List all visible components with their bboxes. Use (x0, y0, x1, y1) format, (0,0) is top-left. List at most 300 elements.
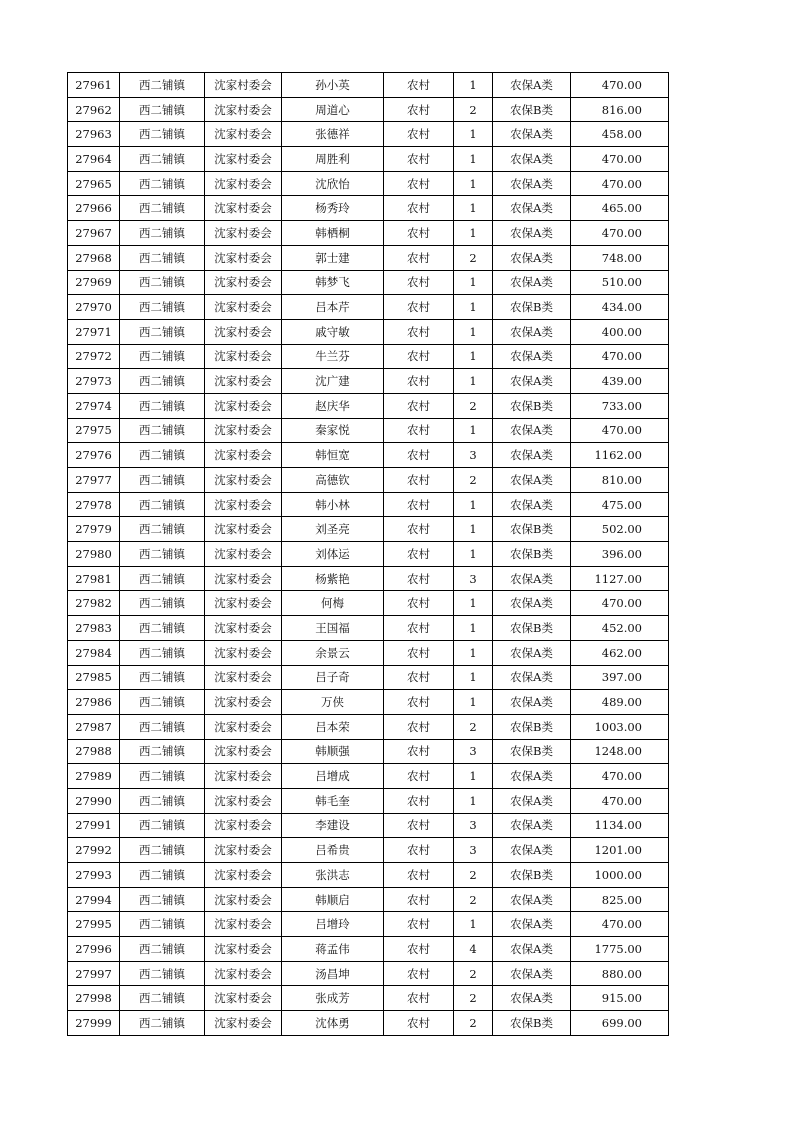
cell-category: 农保A类 (493, 319, 571, 344)
cell-count: 2 (454, 97, 493, 122)
cell-count: 1 (454, 764, 493, 789)
table-row (68, 245, 669, 270)
cell-id: 27983 (68, 616, 120, 641)
cell-id: 27981 (68, 566, 120, 591)
cell-name: 吕增玲 (282, 912, 384, 937)
cell-count: 1 (454, 788, 493, 813)
cell-count: 1 (454, 319, 493, 344)
cell-village: 沈家村委会 (205, 714, 282, 739)
cell-category: 农保A类 (493, 344, 571, 369)
table-row (68, 887, 669, 912)
cell-town: 西二铺镇 (120, 665, 205, 690)
cell-id: 27991 (68, 813, 120, 838)
cell-area: 农村 (384, 640, 454, 665)
cell-area: 农村 (384, 122, 454, 147)
cell-count: 1 (454, 665, 493, 690)
cell-id: 27963 (68, 122, 120, 147)
cell-category: 农保A类 (493, 937, 571, 962)
cell-village: 沈家村委会 (205, 344, 282, 369)
table-row (68, 517, 669, 542)
table-row (68, 813, 669, 838)
cell-area: 农村 (384, 863, 454, 888)
cell-amount: 396.00 (571, 542, 669, 567)
table-row (68, 468, 669, 493)
table-row (68, 73, 669, 98)
table-row (68, 344, 669, 369)
cell-category: 农保A类 (493, 468, 571, 493)
cell-count: 1 (454, 542, 493, 567)
cell-category: 农保A类 (493, 764, 571, 789)
cell-area: 农村 (384, 418, 454, 443)
cell-count: 1 (454, 147, 493, 172)
cell-category: 农保B类 (493, 295, 571, 320)
cell-area: 农村 (384, 171, 454, 196)
cell-name: 吕增成 (282, 764, 384, 789)
cell-category: 农保B类 (493, 863, 571, 888)
cell-town: 西二铺镇 (120, 122, 205, 147)
cell-name: 吕子奇 (282, 665, 384, 690)
cell-amount: 470.00 (571, 418, 669, 443)
cell-village: 沈家村委会 (205, 690, 282, 715)
cell-category: 农保A类 (493, 838, 571, 863)
cell-id: 27992 (68, 838, 120, 863)
cell-id: 27982 (68, 591, 120, 616)
cell-village: 沈家村委会 (205, 122, 282, 147)
cell-category: 农保B类 (493, 739, 571, 764)
cell-category: 农保A类 (493, 591, 571, 616)
cell-area: 农村 (384, 788, 454, 813)
cell-name: 韩顺强 (282, 739, 384, 764)
cell-town: 西二铺镇 (120, 418, 205, 443)
cell-village: 沈家村委会 (205, 887, 282, 912)
cell-id: 27987 (68, 714, 120, 739)
cell-name: 杨紫艳 (282, 566, 384, 591)
cell-town: 西二铺镇 (120, 270, 205, 295)
table-row (68, 937, 669, 962)
table-row (68, 566, 669, 591)
cell-id: 27975 (68, 418, 120, 443)
cell-count: 2 (454, 986, 493, 1011)
cell-village: 沈家村委会 (205, 764, 282, 789)
cell-town: 西二铺镇 (120, 690, 205, 715)
cell-count: 1 (454, 221, 493, 246)
cell-count: 2 (454, 1011, 493, 1036)
cell-name: 吕本芹 (282, 295, 384, 320)
cell-village: 沈家村委会 (205, 468, 282, 493)
cell-amount: 470.00 (571, 912, 669, 937)
cell-town: 西二铺镇 (120, 714, 205, 739)
cell-name: 韩小林 (282, 492, 384, 517)
cell-area: 农村 (384, 393, 454, 418)
cell-area: 农村 (384, 369, 454, 394)
cell-amount: 510.00 (571, 270, 669, 295)
cell-name: 刘体运 (282, 542, 384, 567)
cell-id: 27980 (68, 542, 120, 567)
cell-category: 农保A类 (493, 640, 571, 665)
cell-town: 西二铺镇 (120, 616, 205, 641)
cell-name: 张洪志 (282, 863, 384, 888)
table-row (68, 542, 669, 567)
cell-category: 农保B类 (493, 542, 571, 567)
cell-category: 农保A类 (493, 566, 571, 591)
cell-count: 1 (454, 640, 493, 665)
table-row (68, 1011, 669, 1036)
cell-amount: 1127.00 (571, 566, 669, 591)
cell-amount: 1201.00 (571, 838, 669, 863)
cell-id: 27976 (68, 443, 120, 468)
cell-count: 1 (454, 517, 493, 542)
cell-village: 沈家村委会 (205, 492, 282, 517)
cell-town: 西二铺镇 (120, 640, 205, 665)
cell-id: 27969 (68, 270, 120, 295)
cell-amount: 810.00 (571, 468, 669, 493)
cell-id: 27966 (68, 196, 120, 221)
cell-category: 农保A类 (493, 418, 571, 443)
table-row (68, 295, 669, 320)
cell-town: 西二铺镇 (120, 492, 205, 517)
cell-village: 沈家村委会 (205, 912, 282, 937)
table-row (68, 912, 669, 937)
cell-area: 农村 (384, 690, 454, 715)
cell-name: 韩梦飞 (282, 270, 384, 295)
cell-town: 西二铺镇 (120, 369, 205, 394)
cell-amount: 1248.00 (571, 739, 669, 764)
cell-area: 农村 (384, 986, 454, 1011)
cell-village: 沈家村委会 (205, 73, 282, 98)
cell-count: 2 (454, 961, 493, 986)
table-row (68, 591, 669, 616)
cell-amount: 470.00 (571, 73, 669, 98)
cell-area: 农村 (384, 196, 454, 221)
cell-area: 农村 (384, 566, 454, 591)
cell-count: 1 (454, 690, 493, 715)
cell-town: 西二铺镇 (120, 147, 205, 172)
cell-id: 27993 (68, 863, 120, 888)
cell-id: 27974 (68, 393, 120, 418)
cell-name: 沈欣怡 (282, 171, 384, 196)
cell-name: 沈体勇 (282, 1011, 384, 1036)
table-row (68, 171, 669, 196)
cell-amount: 502.00 (571, 517, 669, 542)
cell-category: 农保B类 (493, 714, 571, 739)
cell-count: 1 (454, 295, 493, 320)
cell-village: 沈家村委会 (205, 937, 282, 962)
cell-id: 27970 (68, 295, 120, 320)
cell-area: 农村 (384, 961, 454, 986)
cell-village: 沈家村委会 (205, 838, 282, 863)
cell-area: 农村 (384, 517, 454, 542)
cell-amount: 465.00 (571, 196, 669, 221)
cell-village: 沈家村委会 (205, 566, 282, 591)
cell-village: 沈家村委会 (205, 418, 282, 443)
cell-category: 农保A类 (493, 887, 571, 912)
cell-amount: 470.00 (571, 147, 669, 172)
cell-town: 西二铺镇 (120, 838, 205, 863)
cell-amount: 699.00 (571, 1011, 669, 1036)
cell-amount: 439.00 (571, 369, 669, 394)
cell-village: 沈家村委会 (205, 961, 282, 986)
cell-count: 2 (454, 393, 493, 418)
cell-name: 张德祥 (282, 122, 384, 147)
cell-name: 韩恒宽 (282, 443, 384, 468)
cell-name: 戚守敏 (282, 319, 384, 344)
cell-id: 27964 (68, 147, 120, 172)
cell-count: 2 (454, 887, 493, 912)
cell-name: 高德钦 (282, 468, 384, 493)
cell-count: 3 (454, 739, 493, 764)
cell-name: 杨秀玲 (282, 196, 384, 221)
cell-town: 西二铺镇 (120, 863, 205, 888)
cell-name: 何梅 (282, 591, 384, 616)
cell-category: 农保A类 (493, 122, 571, 147)
cell-village: 沈家村委会 (205, 640, 282, 665)
cell-town: 西二铺镇 (120, 912, 205, 937)
cell-name: 吕希贵 (282, 838, 384, 863)
cell-category: 农保B类 (493, 616, 571, 641)
cell-village: 沈家村委会 (205, 196, 282, 221)
cell-area: 农村 (384, 616, 454, 641)
table-row (68, 319, 669, 344)
cell-name: 汤昌坤 (282, 961, 384, 986)
cell-category: 农保A类 (493, 221, 571, 246)
table-row (68, 221, 669, 246)
cell-town: 西二铺镇 (120, 344, 205, 369)
cell-area: 农村 (384, 97, 454, 122)
cell-area: 农村 (384, 245, 454, 270)
cell-count: 3 (454, 443, 493, 468)
cell-village: 沈家村委会 (205, 986, 282, 1011)
cell-id: 27971 (68, 319, 120, 344)
cell-count: 1 (454, 270, 493, 295)
cell-amount: 825.00 (571, 887, 669, 912)
cell-town: 西二铺镇 (120, 937, 205, 962)
cell-area: 农村 (384, 714, 454, 739)
cell-name: 赵庆华 (282, 393, 384, 418)
cell-id: 27998 (68, 986, 120, 1011)
cell-category: 农保A类 (493, 961, 571, 986)
cell-area: 农村 (384, 887, 454, 912)
cell-category: 农保A类 (493, 690, 571, 715)
cell-area: 农村 (384, 147, 454, 172)
cell-count: 1 (454, 171, 493, 196)
table-row (68, 961, 669, 986)
table-row (68, 714, 669, 739)
cell-amount: 748.00 (571, 245, 669, 270)
cell-name: 牛兰芬 (282, 344, 384, 369)
table-row (68, 418, 669, 443)
cell-count: 1 (454, 591, 493, 616)
cell-town: 西二铺镇 (120, 171, 205, 196)
cell-id: 27961 (68, 73, 120, 98)
cell-town: 西二铺镇 (120, 196, 205, 221)
cell-village: 沈家村委会 (205, 517, 282, 542)
table-row (68, 147, 669, 172)
table-row (68, 122, 669, 147)
cell-id: 27965 (68, 171, 120, 196)
cell-id: 27985 (68, 665, 120, 690)
cell-id: 27996 (68, 937, 120, 962)
cell-category: 农保A类 (493, 443, 571, 468)
cell-village: 沈家村委会 (205, 1011, 282, 1036)
cell-count: 1 (454, 418, 493, 443)
cell-amount: 1003.00 (571, 714, 669, 739)
cell-village: 沈家村委会 (205, 443, 282, 468)
cell-village: 沈家村委会 (205, 813, 282, 838)
cell-village: 沈家村委会 (205, 147, 282, 172)
cell-village: 沈家村委会 (205, 591, 282, 616)
cell-category: 农保A类 (493, 196, 571, 221)
cell-count: 1 (454, 196, 493, 221)
cell-town: 西二铺镇 (120, 221, 205, 246)
cell-village: 沈家村委会 (205, 295, 282, 320)
cell-town: 西二铺镇 (120, 443, 205, 468)
cell-name: 韩毛奎 (282, 788, 384, 813)
table-row (68, 443, 669, 468)
cell-amount: 733.00 (571, 393, 669, 418)
cell-id: 27962 (68, 97, 120, 122)
cell-town: 西二铺镇 (120, 813, 205, 838)
table-row (68, 97, 669, 122)
cell-area: 农村 (384, 295, 454, 320)
cell-town: 西二铺镇 (120, 245, 205, 270)
cell-id: 27968 (68, 245, 120, 270)
cell-area: 农村 (384, 468, 454, 493)
cell-area: 农村 (384, 221, 454, 246)
cell-village: 沈家村委会 (205, 542, 282, 567)
cell-id: 27972 (68, 344, 120, 369)
cell-name: 余景云 (282, 640, 384, 665)
table-row (68, 393, 669, 418)
cell-id: 27999 (68, 1011, 120, 1036)
table-row (68, 665, 669, 690)
records-table (67, 72, 669, 1036)
cell-town: 西二铺镇 (120, 764, 205, 789)
cell-village: 沈家村委会 (205, 221, 282, 246)
cell-town: 西二铺镇 (120, 468, 205, 493)
table-row (68, 616, 669, 641)
cell-amount: 470.00 (571, 221, 669, 246)
table-row (68, 369, 669, 394)
cell-id: 27988 (68, 739, 120, 764)
table-row (68, 863, 669, 888)
cell-name: 吕本荣 (282, 714, 384, 739)
cell-area: 农村 (384, 838, 454, 863)
cell-id: 27990 (68, 788, 120, 813)
cell-town: 西二铺镇 (120, 319, 205, 344)
cell-amount: 470.00 (571, 171, 669, 196)
cell-amount: 470.00 (571, 788, 669, 813)
cell-name: 王国福 (282, 616, 384, 641)
cell-area: 农村 (384, 344, 454, 369)
cell-amount: 915.00 (571, 986, 669, 1011)
cell-amount: 462.00 (571, 640, 669, 665)
cell-name: 刘圣亮 (282, 517, 384, 542)
cell-town: 西二铺镇 (120, 961, 205, 986)
cell-amount: 434.00 (571, 295, 669, 320)
table-row (68, 492, 669, 517)
cell-village: 沈家村委会 (205, 319, 282, 344)
cell-category: 农保A类 (493, 147, 571, 172)
cell-name: 韩顺启 (282, 887, 384, 912)
cell-village: 沈家村委会 (205, 369, 282, 394)
cell-town: 西二铺镇 (120, 1011, 205, 1036)
cell-amount: 400.00 (571, 319, 669, 344)
cell-area: 农村 (384, 665, 454, 690)
cell-count: 1 (454, 344, 493, 369)
cell-name: 蒋孟伟 (282, 937, 384, 962)
cell-category: 农保B类 (493, 1011, 571, 1036)
cell-amount: 452.00 (571, 616, 669, 641)
cell-village: 沈家村委会 (205, 171, 282, 196)
cell-village: 沈家村委会 (205, 863, 282, 888)
cell-count: 3 (454, 813, 493, 838)
cell-town: 西二铺镇 (120, 591, 205, 616)
cell-area: 农村 (384, 492, 454, 517)
cell-name: 周胜利 (282, 147, 384, 172)
cell-amount: 458.00 (571, 122, 669, 147)
cell-village: 沈家村委会 (205, 665, 282, 690)
table-row (68, 986, 669, 1011)
cell-count: 1 (454, 616, 493, 641)
cell-count: 2 (454, 245, 493, 270)
cell-category: 农保B类 (493, 97, 571, 122)
cell-amount: 489.00 (571, 690, 669, 715)
cell-amount: 397.00 (571, 665, 669, 690)
cell-town: 西二铺镇 (120, 788, 205, 813)
table-row (68, 270, 669, 295)
cell-category: 农保A类 (493, 665, 571, 690)
cell-category: 农保A类 (493, 788, 571, 813)
cell-area: 农村 (384, 73, 454, 98)
cell-village: 沈家村委会 (205, 739, 282, 764)
cell-town: 西二铺镇 (120, 986, 205, 1011)
cell-area: 农村 (384, 591, 454, 616)
cell-category: 农保A类 (493, 270, 571, 295)
cell-village: 沈家村委会 (205, 245, 282, 270)
cell-id: 27984 (68, 640, 120, 665)
cell-amount: 475.00 (571, 492, 669, 517)
cell-name: 周道心 (282, 97, 384, 122)
cell-amount: 1162.00 (571, 443, 669, 468)
cell-id: 27973 (68, 369, 120, 394)
cell-amount: 470.00 (571, 764, 669, 789)
cell-town: 西二铺镇 (120, 97, 205, 122)
cell-town: 西二铺镇 (120, 295, 205, 320)
cell-area: 农村 (384, 443, 454, 468)
cell-count: 1 (454, 369, 493, 394)
cell-name: 郭士建 (282, 245, 384, 270)
cell-category: 农保A类 (493, 171, 571, 196)
table-row (68, 764, 669, 789)
table-body (68, 73, 669, 1036)
cell-count: 2 (454, 468, 493, 493)
cell-count: 1 (454, 73, 493, 98)
cell-area: 农村 (384, 1011, 454, 1036)
cell-count: 3 (454, 566, 493, 591)
cell-count: 4 (454, 937, 493, 962)
cell-town: 西二铺镇 (120, 393, 205, 418)
cell-area: 农村 (384, 937, 454, 962)
table-row (68, 690, 669, 715)
cell-village: 沈家村委会 (205, 788, 282, 813)
cell-town: 西二铺镇 (120, 887, 205, 912)
cell-village: 沈家村委会 (205, 97, 282, 122)
table-row (68, 640, 669, 665)
cell-area: 农村 (384, 739, 454, 764)
cell-id: 27967 (68, 221, 120, 246)
cell-id: 27979 (68, 517, 120, 542)
cell-count: 2 (454, 714, 493, 739)
